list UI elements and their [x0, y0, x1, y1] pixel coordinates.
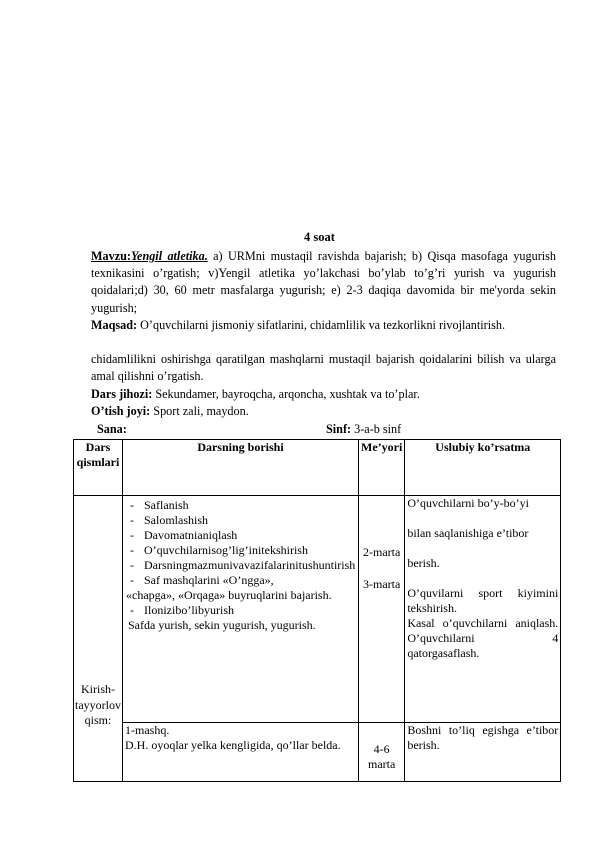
- part-cell: [74, 496, 123, 782]
- note-line: bilan saqlanishiga e’tibor: [407, 526, 529, 540]
- maqsad-text: O’quvchilarni jismoniy sifatlarini, chidamlilik va tezkorlikni rivojlantirish.: [137, 318, 505, 332]
- norm-value: 2-marta: [363, 545, 401, 559]
- list-item: - Darsningmazmunivavazifalarinitushuntirish: [128, 558, 356, 573]
- maqsad-paragraph: [91, 317, 556, 334]
- mavzu-label: Mavzu:: [91, 249, 131, 263]
- note-line: O’quvilarni sport kiyimini tekshirish.: [407, 586, 559, 615]
- list-item: - Davomatnianiqlash: [128, 528, 356, 543]
- sana-line: [97, 422, 127, 437]
- joy-line: [91, 403, 556, 420]
- list-item: - Saflanish: [128, 498, 356, 513]
- note-line: O’quvchilarni 4 qatorgasaflash.: [407, 631, 559, 660]
- exercise-desc: D.H. oyoqlar yelka kengligida, qo’llar belda.: [125, 738, 341, 752]
- maqsad-continued: chidamlilikni oshirishga qaratilgan mashqlarni mustaqil bajarish qoidalarini bilish va ularga amal qilishni o’rgatish.: [91, 352, 556, 384]
- note-line: O’quvchilarni bo’y-bo’yi: [407, 496, 529, 510]
- norm-value: 3-marta: [363, 577, 401, 591]
- activity-extra-2: Safda yurish, sekin yugurish, yugurish.: [128, 618, 316, 632]
- table-row: [74, 723, 561, 782]
- notes-cell: [405, 723, 561, 782]
- header-darsning-borishi: Darsning borishi: [123, 440, 359, 496]
- header-uslubiy-korsatma: Uslubiy ko’rsatma: [405, 440, 561, 496]
- norm-cell: [359, 496, 405, 723]
- note-line: Kasal o’quvchilarni aniqlash.: [407, 616, 559, 630]
- sinf-label: Sinf:: [326, 422, 352, 436]
- progress-cell: [123, 723, 359, 782]
- mavzu-text: a) URMni mustaqil ravishda bajarish; b) Qisqa masofaga yugurish texnikasini o’rgatish; v)Yengil atletika yo’lakchasi bo’ylab to’g’ri yurish va yugurish qoidalari;d) 30, 60 metr masfalarga yugurish; e) 2-3 daqiqa davomida bir me'yorda sekin yugurish;: [91, 249, 556, 315]
- table-row: [74, 496, 561, 723]
- activity-extra: «chapga», «Orqaga» buyruqlarini bajarish.: [126, 588, 332, 602]
- progress-cell: [123, 496, 359, 723]
- table-header-row: [74, 440, 561, 496]
- notes-cell: [405, 496, 561, 723]
- part-label: Kirish-tayyorlov qism:: [75, 682, 121, 727]
- mavzu-topic: Yengil atletika.: [130, 249, 208, 263]
- header-dars-qismlari: Dars qismlari: [74, 440, 123, 496]
- maqsad-label: Maqsad:: [91, 318, 138, 332]
- norm-cell: [359, 723, 405, 782]
- jihoz-text: Sekundamer, bayroqcha, arqoncha, xushtak va to’plar.: [152, 387, 420, 401]
- sinf-line: [326, 422, 401, 437]
- header-meyori: Me’yori: [359, 440, 405, 496]
- activity-list-2: [125, 603, 356, 618]
- note-line: Boshni to’liq egishga e’tibor berish.: [407, 723, 559, 752]
- exercise-title: 1-mashq.: [125, 723, 170, 737]
- mavzu-paragraph: [91, 248, 556, 317]
- list-item: - O’quvchilarnisog’lig’initekshirish: [128, 543, 356, 558]
- jihoz-line: [91, 386, 556, 403]
- activity-list: [125, 498, 356, 588]
- list-item: - Saf mashqlarini «O’ngga»,: [128, 573, 356, 588]
- sinf-value: 3-a-b sinf: [351, 422, 402, 436]
- list-item: - Salomlashish: [128, 513, 356, 528]
- note-line: berish.: [407, 556, 440, 570]
- sana-label: Sana:: [97, 422, 127, 436]
- norm-value: 4-6 marta: [367, 742, 396, 771]
- jihoz-label: Dars jihozi:: [91, 387, 153, 401]
- list-item: - Ilonizibo’libyurish: [128, 603, 356, 618]
- joy-label: O’tish joyi:: [91, 404, 151, 418]
- joy-text: Sport zali, maydon.: [150, 404, 249, 418]
- lesson-plan-table: [73, 439, 561, 782]
- lesson-duration-title: 4 soat: [304, 230, 335, 244]
